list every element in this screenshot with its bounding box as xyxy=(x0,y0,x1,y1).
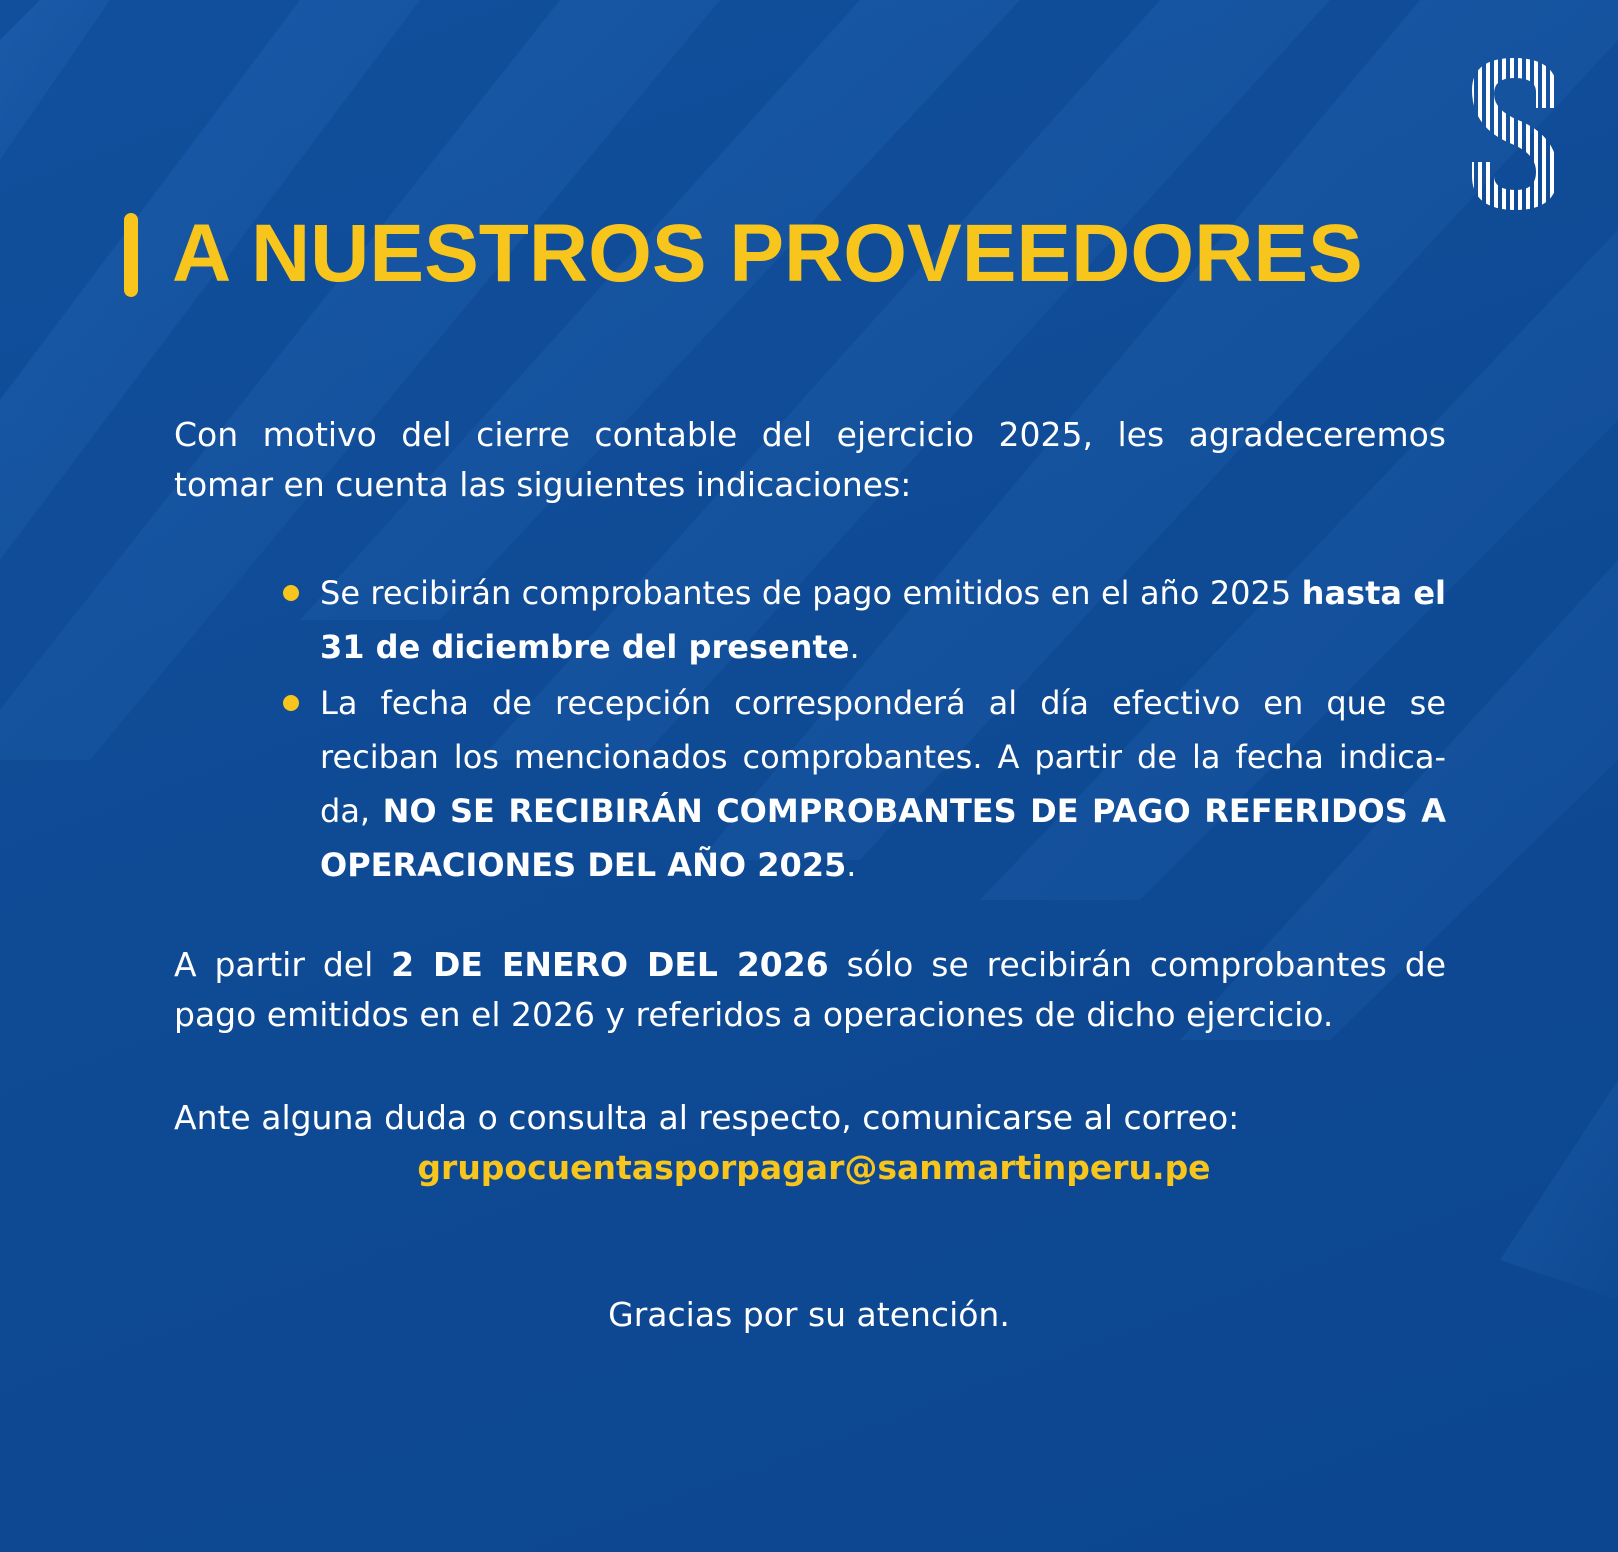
page-title: A NUESTROS PROVEEDORES xyxy=(172,208,1363,299)
closing-text: Gracias por su atención. xyxy=(608,1295,1010,1334)
notice-date: 2 DE ENERO DEL 2026 xyxy=(391,945,829,984)
bullet-text: Se recibirán comprobantes de pago emitidos en el año 2025 xyxy=(320,574,1302,612)
list-item xyxy=(280,676,1446,892)
indications-list xyxy=(280,566,1446,894)
notice-paragraph xyxy=(174,940,1446,1040)
bullet-tail: . xyxy=(846,846,857,884)
notice-after: sólo se recibirán comprobantes de pago emitidos en el 2026 y referidos a operaciones de dicho ejercicio. xyxy=(174,945,1447,1034)
bullet-dot-icon xyxy=(283,695,299,711)
list-item xyxy=(280,566,1446,674)
title-accent-bar xyxy=(124,213,138,297)
intro-line-2: tomar en cuenta las siguientes indicaciones: xyxy=(174,465,912,504)
intro-line-1: Con motivo del cierre contable del ejercicio 2025, les agradeceremos xyxy=(174,415,1446,454)
contact-paragraph: Ante alguna duda o consulta al respecto, comunicarse al correo: xyxy=(174,1098,1240,1137)
bullet-text: La fecha de recepción corresponderá al día efectivo en que se reciban los mencionados comprobantes. A partir de la fecha indica-da, xyxy=(320,684,1446,830)
contact-email-link[interactable]: grupocuentasporpagar@sanmartinperu.pe xyxy=(417,1148,1211,1187)
bullet-tail: . xyxy=(849,628,860,666)
intro-paragraph xyxy=(174,410,1446,510)
notice-before: A partir del xyxy=(174,945,392,984)
bullet-bold-text: hasta el 31 de diciembre del presente xyxy=(320,574,1447,666)
bullet-bold-text: NO SE RECIBIRÁN COMPROBANTES DE PAGO REFERIDOS A OPERACIONES DEL AÑO 2025 xyxy=(320,792,1447,884)
company-logo-icon xyxy=(1462,50,1574,220)
bullet-dot-icon xyxy=(283,585,299,601)
